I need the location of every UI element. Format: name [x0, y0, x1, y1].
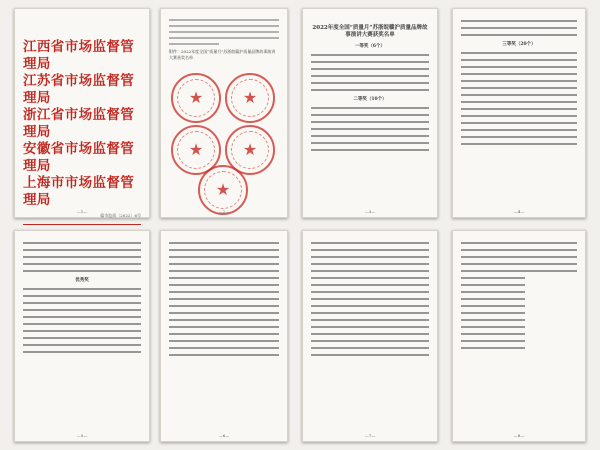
list-item — [461, 284, 525, 286]
list-item — [461, 115, 577, 117]
list-item — [311, 291, 429, 293]
list-item — [311, 319, 429, 321]
page-number: —4— — [513, 209, 525, 214]
list-item — [23, 316, 141, 318]
list-item — [311, 277, 429, 279]
list-item — [311, 249, 429, 251]
page-number: —8— — [513, 433, 525, 438]
list-item — [311, 54, 429, 56]
page-number: —6— — [218, 433, 230, 438]
list-item — [23, 242, 141, 244]
agency-jiangsu: 江苏省市场监督管理局 — [23, 73, 135, 106]
issuing-agencies — [23, 39, 141, 209]
page-number: —7— — [364, 433, 376, 438]
list-item — [311, 128, 429, 130]
star-icon: ★ — [242, 140, 258, 160]
document-number: 赣市监质〔2022〕6号 — [100, 213, 141, 218]
list-item — [461, 108, 577, 110]
list-item — [461, 27, 577, 29]
document-page-8 — [452, 230, 586, 442]
list-item — [461, 20, 577, 22]
list-item — [311, 135, 429, 137]
list-item — [311, 149, 429, 151]
list-item — [169, 242, 279, 244]
list-item — [461, 143, 577, 145]
list-item — [311, 121, 429, 123]
list-item — [461, 277, 525, 279]
list-item — [311, 142, 429, 144]
page-number: —2— — [218, 209, 230, 214]
list-item — [311, 347, 429, 349]
list-item — [461, 305, 525, 307]
star-icon: ★ — [242, 88, 258, 108]
document-page-2 — [160, 8, 288, 218]
list-item — [461, 326, 525, 328]
list-item — [311, 68, 429, 70]
list-item — [23, 249, 141, 251]
page-number: —3— — [364, 209, 376, 214]
list-item — [461, 242, 577, 244]
list-item — [461, 87, 577, 89]
page-number: —1— — [76, 209, 88, 214]
list-item — [169, 340, 279, 342]
star-icon: ★ — [188, 88, 204, 108]
list-item — [311, 333, 429, 335]
list-item — [461, 312, 525, 314]
official-seal-1 — [171, 73, 221, 123]
list-item — [169, 347, 279, 349]
list-item — [311, 114, 429, 116]
list-item — [461, 249, 577, 251]
list-item — [461, 101, 577, 103]
first-prize-heading: 一等奖（6个） — [354, 44, 386, 49]
official-seal-5 — [198, 165, 248, 215]
list-item — [23, 330, 141, 332]
document-page-3 — [302, 8, 438, 218]
list-item — [169, 270, 279, 272]
list-item — [311, 340, 429, 342]
list-item — [461, 94, 577, 96]
list-item — [461, 66, 577, 68]
list-item — [461, 333, 525, 335]
attachment-note: 附件：2022年度全国“质量月”苏浙皖赣沪质量品牌故事演讲大赛获奖名单 — [169, 49, 276, 60]
list-item — [461, 319, 525, 321]
list-item — [461, 291, 525, 293]
list-item — [23, 302, 141, 304]
document-page-5 — [14, 230, 150, 442]
list-item — [311, 354, 429, 356]
list-item — [169, 333, 279, 335]
list-item — [23, 323, 141, 325]
list-item — [23, 263, 141, 265]
list-item — [169, 312, 279, 314]
document-page-7 — [302, 230, 438, 442]
list-item — [169, 284, 279, 286]
list-item — [311, 107, 429, 109]
star-icon: ★ — [188, 140, 204, 160]
excellence-award-heading: 优秀奖 — [75, 278, 89, 283]
list-item — [23, 270, 141, 272]
list-item — [169, 319, 279, 321]
list-item — [311, 89, 429, 91]
body-text-line — [169, 43, 219, 45]
list-item — [461, 136, 577, 138]
list-item — [169, 256, 279, 258]
list-item — [23, 256, 141, 258]
agency-shanghai: 上海市市场监督管理局 — [23, 175, 135, 208]
body-text-line — [169, 25, 279, 27]
list-item — [311, 326, 429, 328]
body-text-line — [169, 31, 279, 33]
red-divider — [23, 224, 141, 225]
list-item — [169, 291, 279, 293]
list-item — [461, 34, 577, 36]
list-item — [169, 354, 279, 356]
list-item — [311, 61, 429, 63]
agency-anhui: 安徽省市场监督管理局 — [23, 141, 135, 174]
list-item — [23, 344, 141, 346]
list-item — [461, 80, 577, 82]
agency-zhejiang: 浙江省市场监督管理局 — [23, 107, 135, 140]
list-item — [461, 256, 577, 258]
list-item — [23, 337, 141, 339]
list-item — [23, 288, 141, 290]
page-number: —5— — [76, 433, 88, 438]
body-text-line — [169, 37, 279, 39]
list-item — [311, 298, 429, 300]
list-item — [311, 312, 429, 314]
list-item — [23, 309, 141, 311]
list-item — [311, 284, 429, 286]
list-item — [23, 351, 141, 353]
document-page-4 — [452, 8, 586, 218]
list-item — [23, 295, 141, 297]
document-page-1 — [14, 8, 150, 218]
list-item — [461, 52, 577, 54]
list-item — [461, 129, 577, 131]
list-item — [311, 82, 429, 84]
list-item — [461, 122, 577, 124]
body-text-line — [169, 19, 279, 21]
list-item — [461, 263, 577, 265]
list-item — [461, 347, 525, 349]
list-item — [169, 263, 279, 265]
list-item — [311, 242, 429, 244]
list-item — [169, 249, 279, 251]
third-prize-heading: 三等奖（20个） — [502, 42, 536, 47]
second-prize-heading: 二等奖（10个） — [353, 97, 387, 102]
list-item — [461, 340, 525, 342]
agency-jiangxi: 江西省市场监督管理局 — [23, 39, 135, 72]
winners-list-title: 2022年度全国“质量月”苏浙皖赣沪质量品牌故事演讲大赛获奖名单 — [312, 25, 428, 38]
list-item — [311, 263, 429, 265]
list-item — [169, 277, 279, 279]
list-item — [169, 326, 279, 328]
list-item — [311, 256, 429, 258]
list-item — [461, 59, 577, 61]
list-item — [311, 75, 429, 77]
list-item — [311, 270, 429, 272]
official-seal-2 — [225, 73, 275, 123]
star-icon: ★ — [215, 180, 231, 200]
list-item — [169, 305, 279, 307]
document-page-6 — [160, 230, 288, 442]
list-item — [311, 305, 429, 307]
list-item — [461, 73, 577, 75]
list-item — [461, 270, 577, 272]
list-item — [461, 298, 525, 300]
list-item — [169, 298, 279, 300]
